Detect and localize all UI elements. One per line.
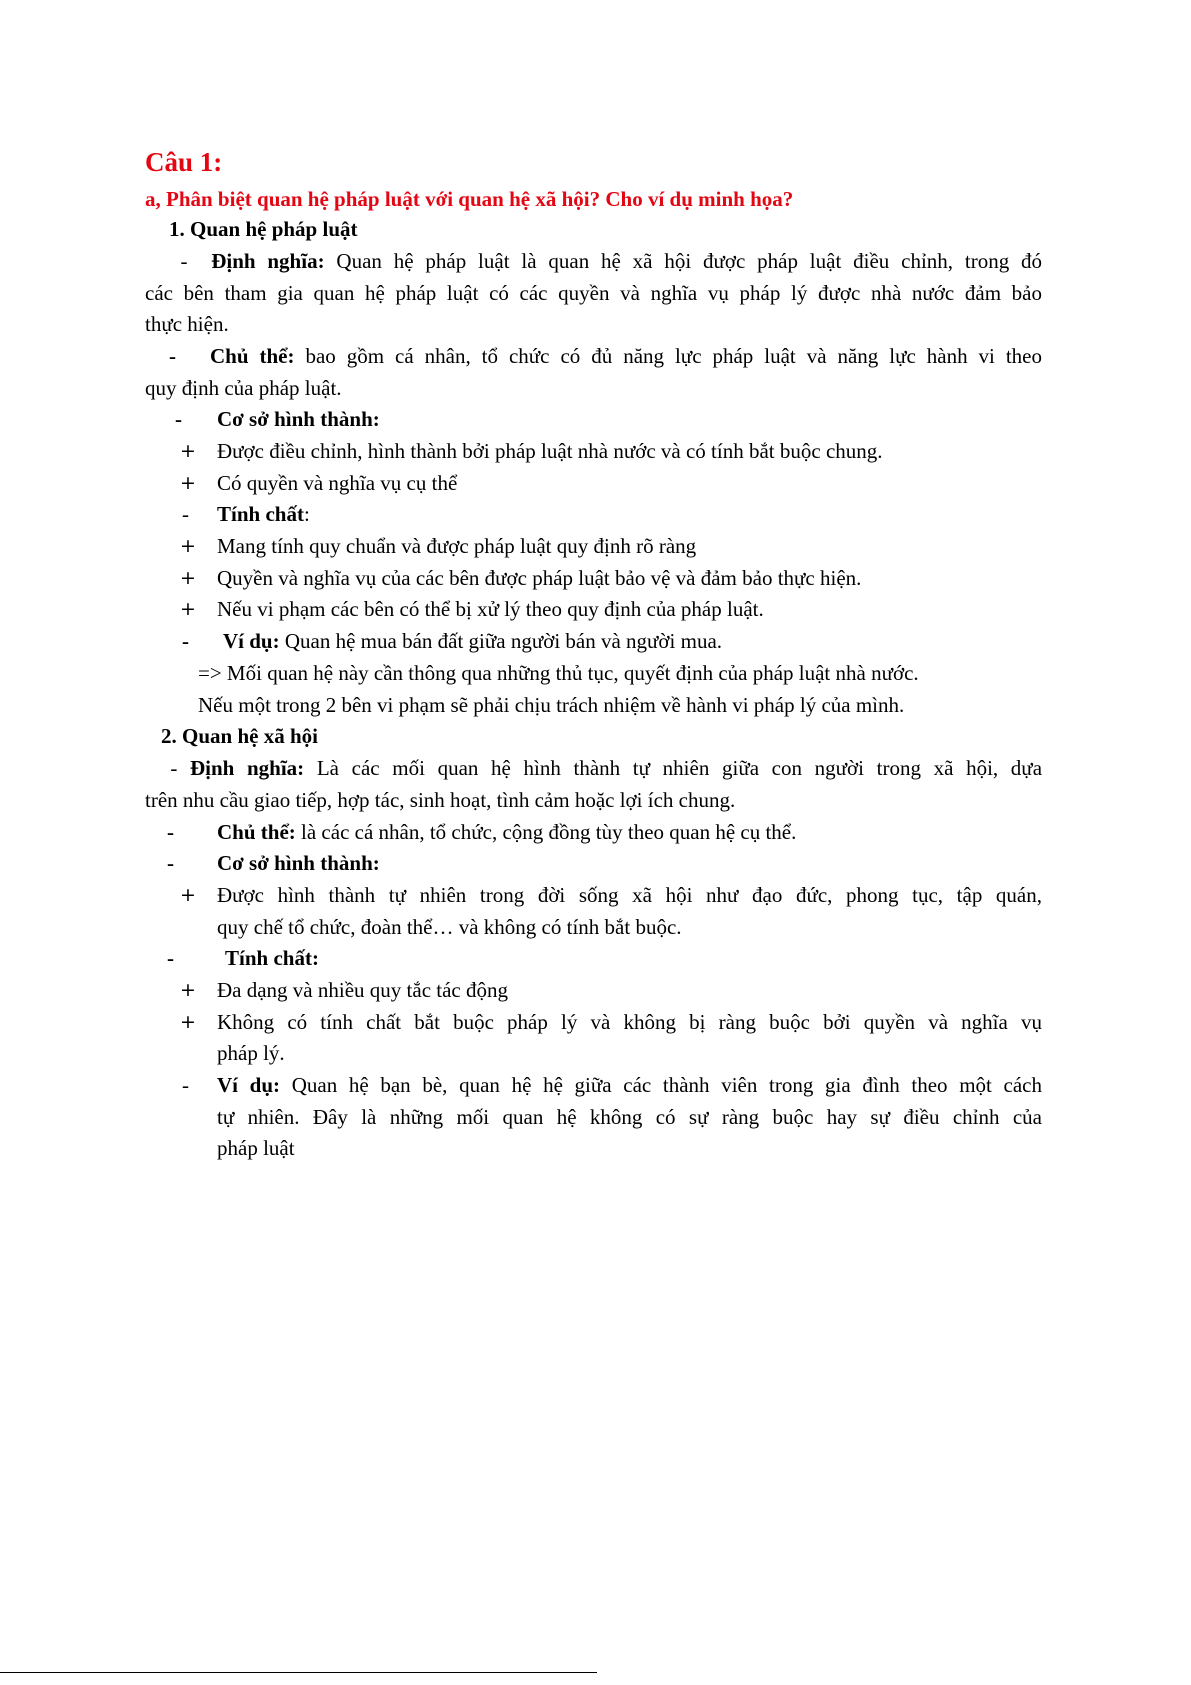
- section1-nature-item: Mang tính quy chuẩn và được pháp luật quy định rõ ràng: [217, 534, 697, 558]
- section2-basis-line1: Được hình thành tự nhiên trong đời sống xã hội như đạo đức, phong tục, tập quán,: [217, 883, 1042, 907]
- section1-basis-item: Được điều chỉnh, hình thành bởi pháp luật nhà nước và có tính bắt buộc chung.: [217, 439, 883, 463]
- section2-basis-label: Cơ sở hình thành:: [217, 851, 380, 875]
- section1-nature-item: Nếu vi phạm các bên có thể bị xử lý theo quy định của pháp luật.: [217, 597, 764, 621]
- section2-definition-line1: - Định nghĩa: Là các mối quan hệ hình thành tự nhiên giữa con người trong xã hội, dựa: [170, 756, 1043, 780]
- section2-nature-dash: -: [167, 946, 174, 970]
- section1-subject-dash: -: [169, 344, 176, 368]
- section1-basis-dash: -: [175, 407, 182, 431]
- section1-subject-line2: quy định của pháp luật.: [145, 376, 342, 400]
- section1-heading: 1. Quan hệ pháp luật: [169, 217, 358, 241]
- section2-example-line3: pháp luật: [217, 1136, 295, 1160]
- section1-conclusion-line2: Nếu một trong 2 bên vi phạm sẽ phải chịu trách nhiệm về hành vi pháp lý của mình.: [198, 693, 905, 717]
- section1-basis-item: Có quyền và nghĩa vụ cụ thể: [217, 471, 458, 495]
- section2-subject-dash: -: [167, 820, 174, 844]
- section1-definition-line2: các bên tham gia quan hệ pháp luật có các quyền và nghĩa vụ pháp lý được nhà nước đảm bảo: [145, 281, 1042, 305]
- section2-example-line2: tự nhiên. Đây là những mối quan hệ không có sự ràng buộc hay sự điều chỉnh của: [217, 1105, 1042, 1129]
- section1-example: Ví dụ: Quan hệ mua bán đất giữa người bán và người mua.: [223, 629, 723, 653]
- section1-conclusion-line1: => Mối quan hệ này cần thông qua những thủ tục, quyết định của pháp luật nhà nước.: [198, 661, 919, 685]
- section2-nature-item-cont: pháp lý.: [217, 1041, 285, 1065]
- section1-nature-item: Quyền và nghĩa vụ của các bên được pháp luật bảo vệ và đảm bảo thực hiện.: [217, 566, 862, 590]
- section2-heading: 2. Quan hệ xã hội: [161, 724, 318, 748]
- section1-definition-line1: - Định nghĩa: Quan hệ pháp luật là quan hệ xã hội được pháp luật điều chỉnh, trong đó: [180, 249, 1043, 273]
- section1-subject-line1: Chủ thể: bao gồm cá nhân, tổ chức có đủ năng lực pháp luật và năng lực hành vi theo: [210, 344, 1043, 368]
- footer-rule: [0, 1672, 597, 1673]
- section1-nature-dash: -: [182, 502, 189, 526]
- section2-example-line1: Ví dụ: Quan hệ bạn bè, quan hệ hệ giữa các thành viên trong gia đình theo một cách: [217, 1073, 1043, 1097]
- section2-nature-item: Không có tính chất bắt buộc pháp lý và không bị ràng buộc bởi quyền và nghĩa vụ: [217, 1010, 1042, 1034]
- plus-bullet: +: [180, 598, 196, 620]
- plus-bullet: +: [180, 1011, 196, 1033]
- plus-bullet: +: [180, 440, 196, 462]
- section2-definition-line2: trên nhu cầu giao tiếp, hợp tác, sinh hoạt, tình cảm hoặc lợi ích chung.: [145, 788, 736, 812]
- section2-basis-dash: -: [167, 851, 174, 875]
- section2-nature-label: Tính chất:: [225, 946, 319, 970]
- plus-bullet: +: [180, 472, 196, 494]
- section2-basis-line2: quy chế tổ chức, đoàn thể… và không có tính bắt buộc.: [217, 915, 682, 939]
- plus-bullet: +: [180, 979, 196, 1001]
- question-title: Câu 1:: [145, 147, 223, 177]
- plus-bullet: +: [180, 535, 196, 557]
- section1-example-dash: -: [182, 629, 189, 653]
- section2-subject: Chủ thể: là các cá nhân, tổ chức, cộng đồng tùy theo quan hệ cụ thể.: [217, 820, 797, 844]
- question-subtitle: a, Phân biệt quan hệ pháp luật với quan hệ xã hội? Cho ví dụ minh họa?: [145, 187, 794, 211]
- plus-bullet: +: [180, 567, 196, 589]
- section2-example-dash: -: [182, 1073, 189, 1097]
- section1-basis-label: Cơ sở hình thành:: [217, 407, 380, 431]
- plus-bullet: +: [180, 884, 196, 906]
- section1-nature-label: Tính chất:: [217, 502, 310, 526]
- section1-definition-line3: thực hiện.: [145, 312, 229, 336]
- section2-nature-item: Đa dạng và nhiều quy tắc tác động: [217, 978, 508, 1002]
